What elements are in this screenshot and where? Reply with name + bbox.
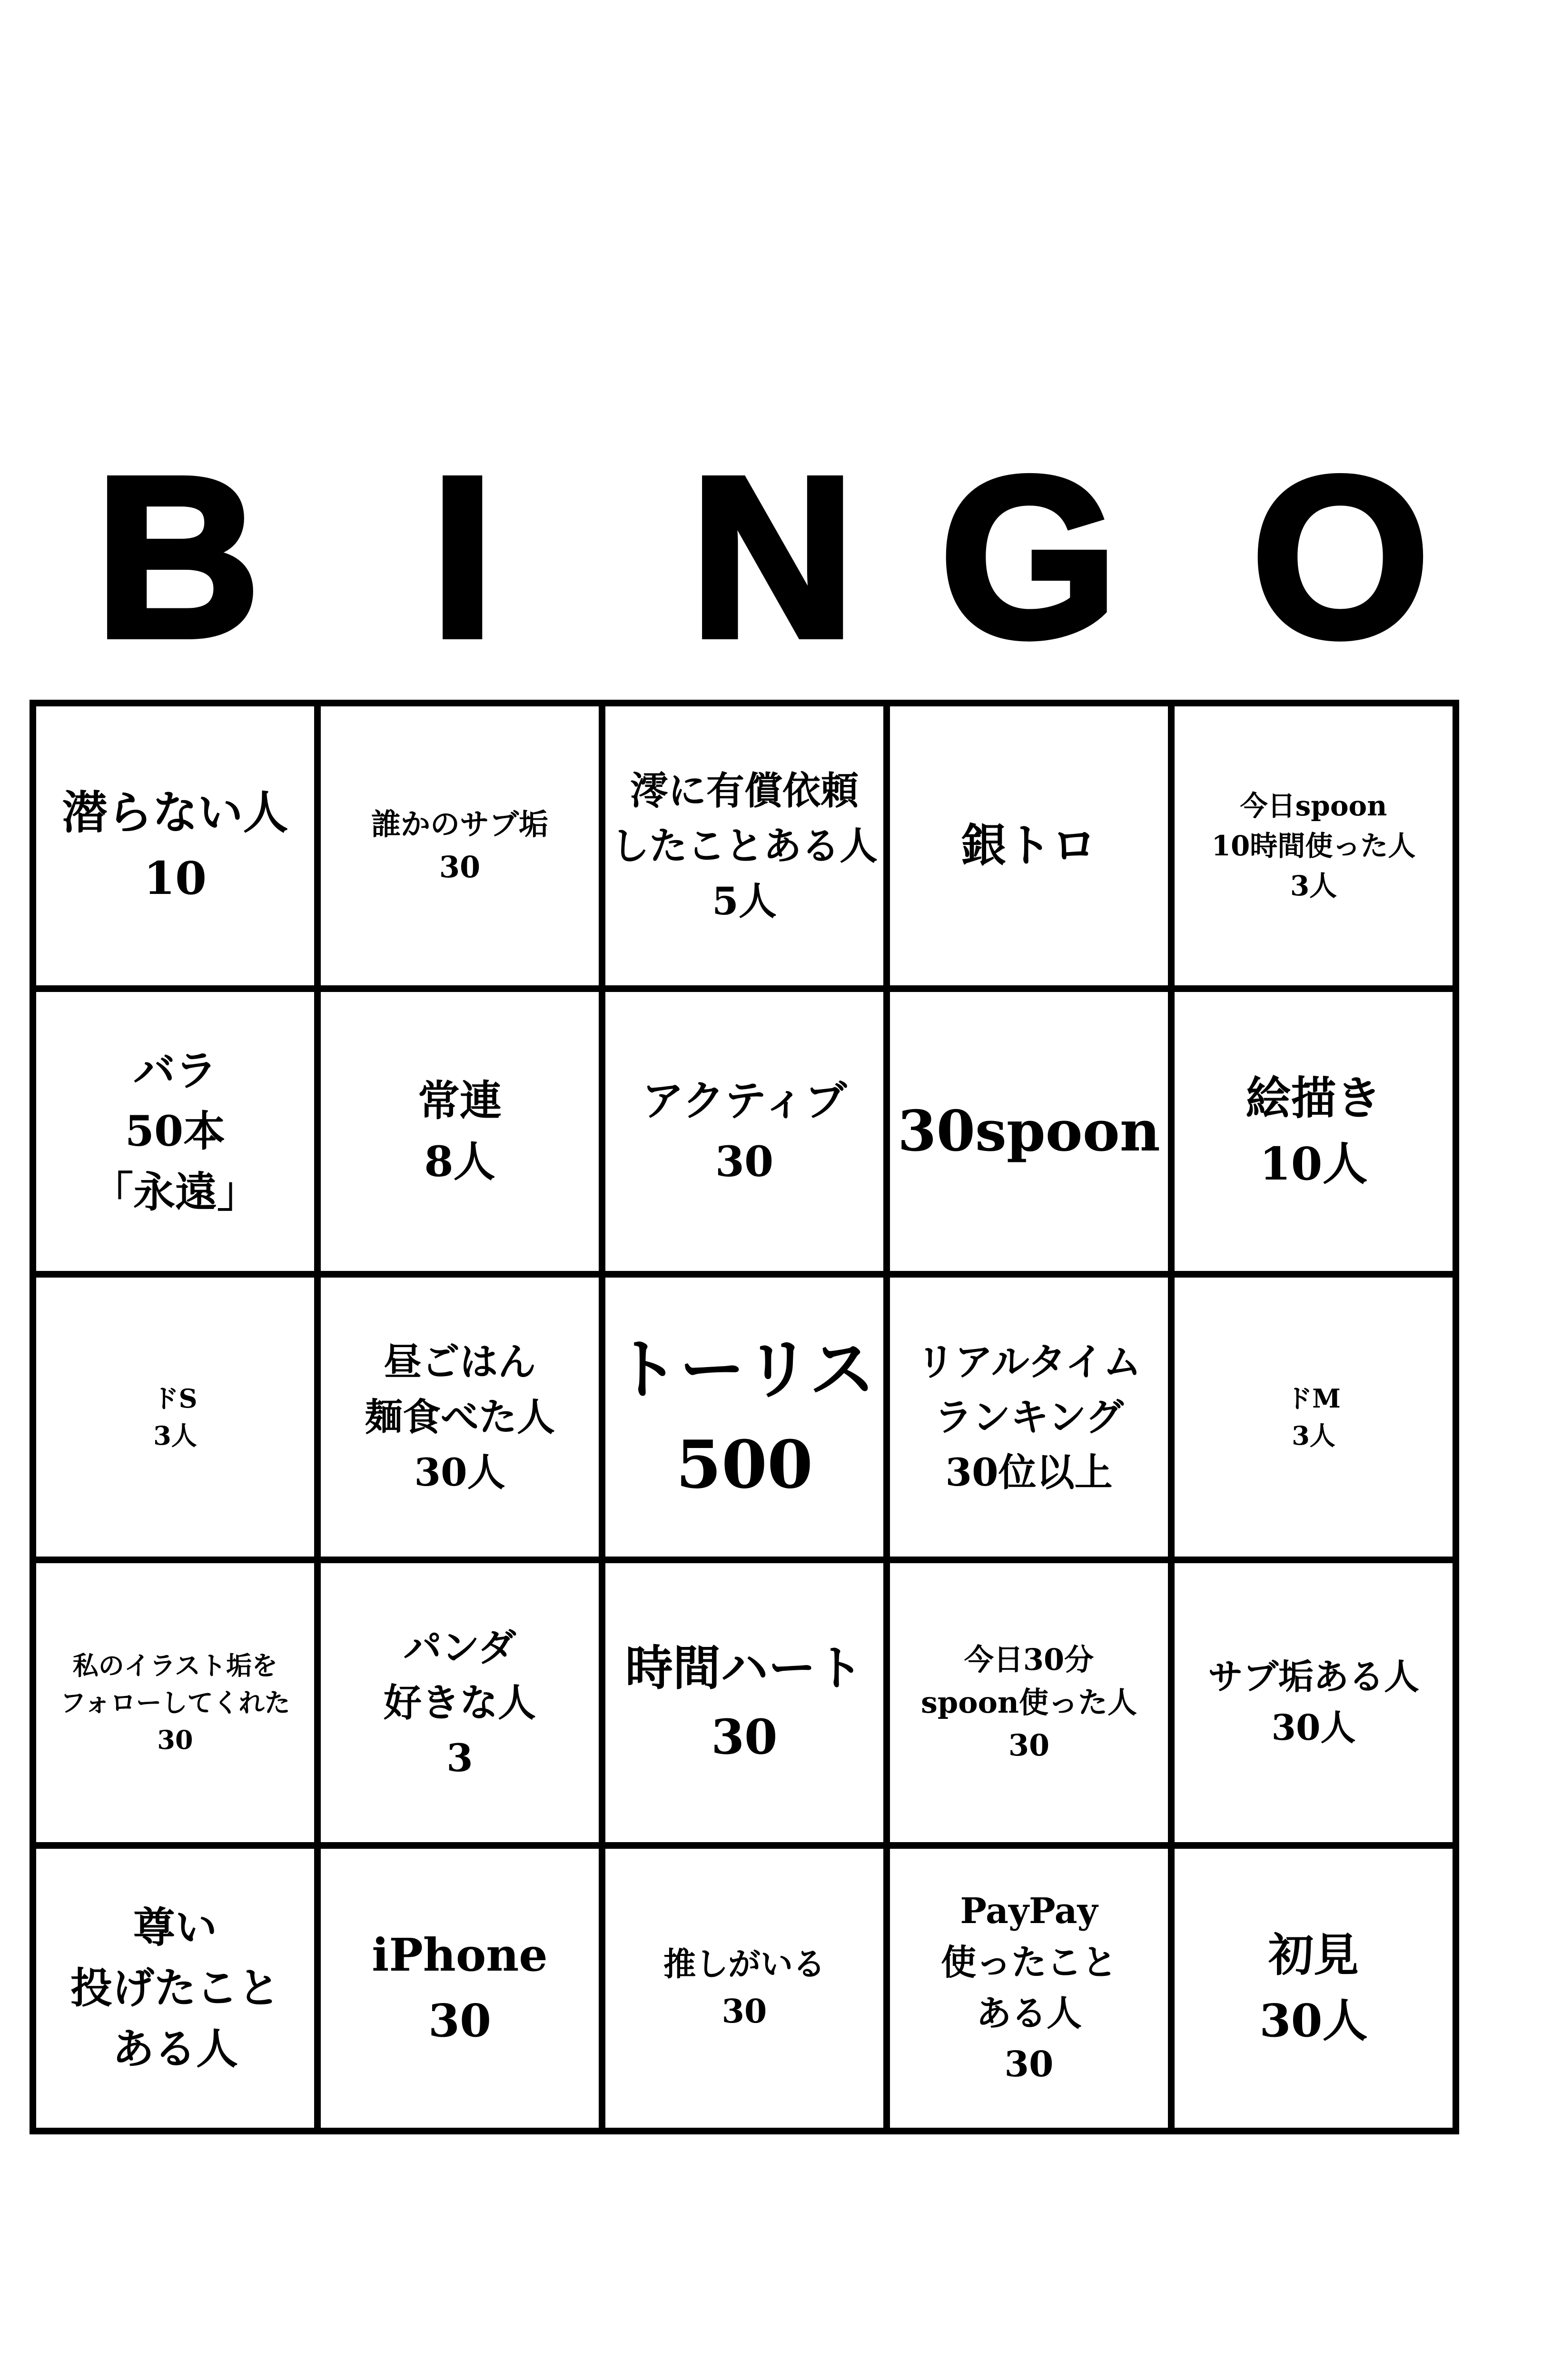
bingo-cell-line: 尊い [133,1902,217,1952]
bingo-cell-line: パンダ [403,1625,516,1670]
bingo-cell[interactable] [33,703,317,989]
bingo-cell-line: 好きな人 [384,1680,536,1725]
bingo-cell[interactable] [602,1560,887,1845]
bingo-cell-line: 常連 [417,1076,502,1126]
bingo-cell[interactable] [317,703,602,989]
bingo-cell-line: 昼ごはん [384,1339,536,1384]
bingo-cell-line: 30人 [1271,1707,1356,1748]
bingo-cell[interactable] [33,1560,317,1845]
bingo-cell[interactable] [1171,1845,1456,2131]
bingo-cell-line: 銀トロ [961,819,1097,873]
bingo-cell[interactable] [1171,989,1456,1274]
title-letter-n: N [690,429,855,684]
bingo-cell-line: 30人 [414,1450,505,1495]
bingo-cell-line: 30 [428,1994,492,2047]
bingo-cell-line: バラ [133,1045,217,1095]
bingo-cell[interactable] [33,1845,317,2131]
title-letter-o: O [1252,429,1430,684]
bingo-cell-line: 30人 [1259,1994,1368,2047]
bingo-cell[interactable] [1171,1274,1456,1560]
bingo-cell-line: 30位以上 [945,1450,1113,1495]
bingo-cell[interactable] [317,1560,602,1845]
bingo-cell-line: 30 [1008,1727,1050,1763]
bingo-cell-line: 今日30分 [964,1642,1094,1677]
bingo-cell-line: 推しがいる [663,1945,825,1984]
bingo-cell-line: ある人 [112,2023,238,2073]
bingo-cell[interactable] [317,1274,602,1560]
title-letter-i: I [431,429,494,684]
bingo-cell-line: 3人 [1290,870,1337,902]
bingo-cell[interactable] [1171,1560,1456,1845]
bingo-cell[interactable] [602,1274,887,1560]
bingo-cell-line: ある人 [976,1993,1082,2034]
bingo-cell-line: 30 [722,1993,767,2031]
bingo-cell-line: 投げたこと [70,1963,280,2013]
bingo-cell-line: 10 [143,852,207,905]
bingo-cell[interactable] [602,703,887,989]
bingo-cell-line: 使ったこと [941,1942,1117,1983]
bingo-cell-line: iPhone [372,1929,548,1982]
bingo-cell-line: リアルタイム [917,1339,1141,1384]
bingo-cell-line: 私のイラスト垢を [72,1650,278,1681]
bingo-cell-line: 10人 [1259,1138,1368,1190]
bingo-cell[interactable] [1171,703,1456,989]
bingo-cell[interactable] [887,989,1171,1274]
bingo-cell-line: ランキング [934,1395,1124,1439]
bingo-cell[interactable] [33,1274,317,1560]
bingo-cell[interactable] [317,989,602,1274]
bingo-cell[interactable] [602,989,887,1274]
bingo-cell-line: アクティブ [642,1076,847,1126]
bingo-cell-line: 30 [1004,2044,1054,2085]
bingo-cell-line: したことある人 [611,823,878,868]
bingo-cell-line: 時間ハート [625,1640,863,1696]
bingo-cell-line: 30 [157,1725,193,1755]
bingo-cell-line: ドS [153,1383,198,1414]
bingo-cell[interactable] [317,1845,602,2131]
bingo-cell[interactable] [33,989,317,1274]
bingo-cell-line: 3人 [1292,1420,1335,1451]
bingo-cell-line: 500 [675,1426,813,1503]
bingo-cell-line: 絵描き [1245,1072,1382,1125]
title-letter-b: B [95,429,260,684]
bingo-cell[interactable] [887,1560,1171,1845]
bingo-cell-line: 50本 [125,1106,226,1156]
bingo-cell[interactable] [887,1274,1171,1560]
bingo-cell-line: 10時間使った人 [1211,829,1416,862]
bingo-cell[interactable] [887,1845,1171,2131]
bingo-cell-line: 今日spoon [1240,789,1387,822]
bingo-cell-line: 誰かのサブ垢 [371,807,548,842]
bingo-cell[interactable] [602,1845,887,2131]
bingo-cell-line: 麺食べた人 [365,1395,555,1439]
bingo-cell-line: サブ垢ある人 [1208,1656,1419,1697]
title-letter-g: G [940,429,1118,684]
bingo-cell-line: フォローしてくれた [60,1687,290,1718]
bingo-cell-line: ドM [1286,1383,1341,1414]
bingo-cell-line: トーリス [613,1330,875,1408]
bingo-cell-line: spoon使った人 [920,1685,1137,1720]
bingo-cell-line: 8人 [424,1137,495,1186]
bingo-cell[interactable] [887,703,1171,989]
bingo-cell-line: 30 [439,850,481,884]
bingo-cell-line: 「永遠」 [91,1167,259,1217]
bingo-cell-line: 30spoon [898,1098,1160,1164]
bingo-cell-line: 30 [711,1709,778,1765]
bingo-cell-line: 澪に有償依頼 [630,768,859,813]
bingo-cell-line: 30 [715,1137,774,1186]
bingo-cell-line: PayPay [960,1891,1098,1932]
bingo-cell-line: 3人 [153,1420,197,1451]
bingo-cell-line: 初見 [1268,1929,1359,1982]
bingo-cell-line: 5人 [712,879,777,923]
bingo-cell-line: 潜らない人 [62,786,288,840]
bingo-grid [30,700,1459,2134]
bingo-title [0,429,1542,684]
bingo-cell-line: 3 [446,1735,473,1780]
